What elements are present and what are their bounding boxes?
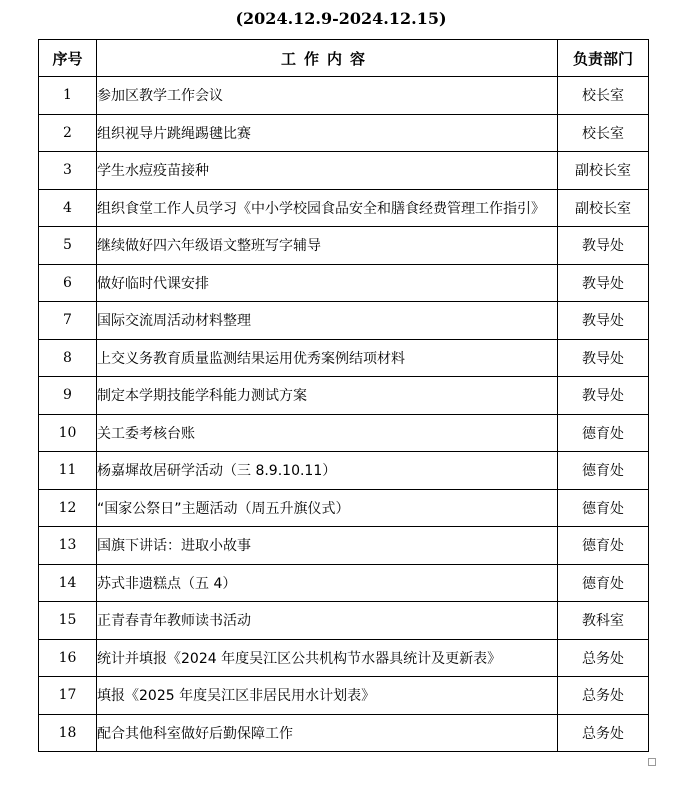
row-number: 12: [39, 489, 97, 527]
row-department: 教科室: [558, 602, 649, 640]
row-content: “国家公祭日”主题活动（周五升旗仪式）: [97, 489, 558, 527]
table-row: [39, 489, 649, 527]
row-department: 总务处: [558, 639, 649, 677]
row-department: 校长室: [558, 114, 649, 152]
row-number: 18: [39, 714, 97, 752]
table-header-row: [39, 40, 649, 77]
row-number: 6: [39, 264, 97, 302]
row-content: 组织食堂工作人员学习《中小学校园食品安全和膳食经费管理工作指引》: [97, 189, 558, 227]
row-content: 继续做好四六年级语文整班写字辅导: [97, 227, 558, 265]
table-row: [39, 527, 649, 565]
header-no: 序号: [39, 40, 97, 77]
row-department: 副校长室: [558, 152, 649, 190]
row-content: 做好临时代课安排: [97, 264, 558, 302]
row-department: 教导处: [558, 302, 649, 340]
row-department: 德育处: [558, 564, 649, 602]
row-number: 15: [39, 602, 97, 640]
table-row: [39, 714, 649, 752]
date-range-heading: (2024.12.9-2024.12.15): [235, 9, 447, 28]
row-content: 填报《2025 年度吴江区非居民用水计划表》: [97, 677, 558, 715]
table-row: [39, 377, 649, 415]
row-content: 学生水痘疫苗接种: [97, 152, 558, 190]
row-content: 苏式非遗糕点（五 4）: [97, 564, 558, 602]
weekly-work-schedule-table: [38, 39, 649, 752]
table-row: [39, 452, 649, 490]
row-content: 统计并填报《2024 年度吴江区公共机构节水器具统计及更新表》: [97, 639, 558, 677]
table-row: [39, 189, 649, 227]
row-department: 副校长室: [558, 189, 649, 227]
header-content: 工作内容: [97, 40, 558, 77]
row-number: 10: [39, 414, 97, 452]
row-content: 上交义务教育质量监测结果运用优秀案例结项材料: [97, 339, 558, 377]
table-row: [39, 302, 649, 340]
table-row: [39, 414, 649, 452]
row-department: 教导处: [558, 227, 649, 265]
row-department: 教导处: [558, 339, 649, 377]
row-number: 14: [39, 564, 97, 602]
row-department: 德育处: [558, 452, 649, 490]
row-department: 德育处: [558, 414, 649, 452]
table-body: [39, 77, 649, 752]
row-department: 德育处: [558, 489, 649, 527]
row-content: 国旗下讲话：进取小故事: [97, 527, 558, 565]
table-row: [39, 639, 649, 677]
row-number: 16: [39, 639, 97, 677]
row-content: 组织视导片跳绳踢毽比赛: [97, 114, 558, 152]
table-row: [39, 602, 649, 640]
table-row: [39, 152, 649, 190]
row-number: 17: [39, 677, 97, 715]
row-number: 1: [39, 77, 97, 115]
row-number: 7: [39, 302, 97, 340]
row-number: 13: [39, 527, 97, 565]
row-content: 参加区教学工作会议: [97, 77, 558, 115]
row-content: 制定本学期技能学科能力测试方案: [97, 377, 558, 415]
table-row: [39, 77, 649, 115]
row-content: 关工委考核台账: [97, 414, 558, 452]
table-row: [39, 339, 649, 377]
table-row: [39, 564, 649, 602]
table-resize-handle[interactable]: [648, 758, 656, 766]
table-row: [39, 114, 649, 152]
row-number: 4: [39, 189, 97, 227]
row-content: 杨嘉墀故居研学活动（三 8.9.10.11）: [97, 452, 558, 490]
row-content: 正青春青年教师读书活动: [97, 602, 558, 640]
row-number: 8: [39, 339, 97, 377]
row-department: 校长室: [558, 77, 649, 115]
row-department: 德育处: [558, 527, 649, 565]
header-dept: 负责部门: [558, 40, 649, 77]
table-row: [39, 227, 649, 265]
row-number: 2: [39, 114, 97, 152]
row-number: 11: [39, 452, 97, 490]
row-content: 配合其他科室做好后勤保障工作: [97, 714, 558, 752]
row-number: 9: [39, 377, 97, 415]
row-department: 教导处: [558, 264, 649, 302]
table-row: [39, 264, 649, 302]
row-number: 3: [39, 152, 97, 190]
table-row: [39, 677, 649, 715]
row-department: 总务处: [558, 714, 649, 752]
row-department: 总务处: [558, 677, 649, 715]
row-content: 国际交流周活动材料整理: [97, 302, 558, 340]
row-department: 教导处: [558, 377, 649, 415]
row-number: 5: [39, 227, 97, 265]
